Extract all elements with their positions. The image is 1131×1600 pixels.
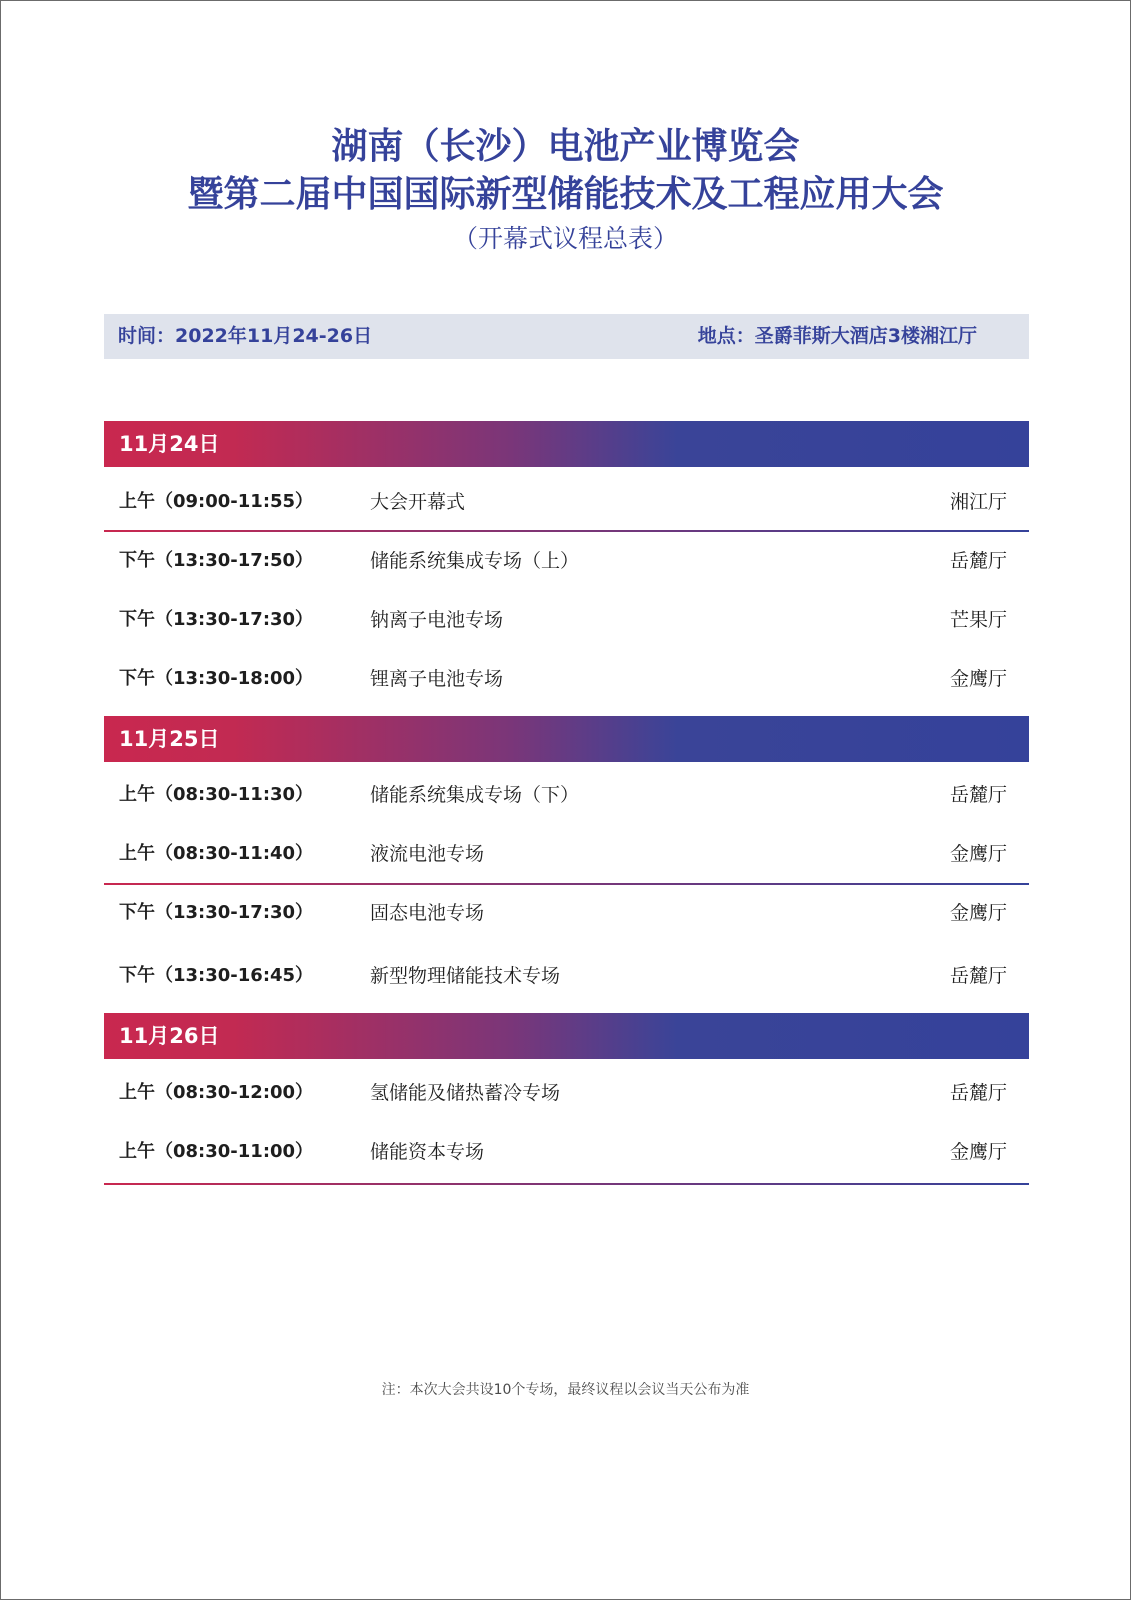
session-room: 岳麓厅 bbox=[949, 550, 1007, 572]
day-header-nov-26 bbox=[104, 1013, 1029, 1059]
session-name: 大会开幕式 bbox=[370, 491, 466, 513]
session-row bbox=[104, 775, 1029, 815]
session-row bbox=[104, 541, 1029, 581]
session-time: 下午（13:30-17:30） bbox=[119, 609, 314, 630]
session-room: 金鹰厅 bbox=[949, 668, 1007, 690]
day-header-nov-24 bbox=[104, 421, 1029, 467]
session-name: 氢储能及储热蓄冷专场 bbox=[370, 1082, 561, 1104]
subtitle: （开幕式议程总表） bbox=[452, 224, 678, 253]
session-time: 上午（08:30-12:00） bbox=[119, 1082, 314, 1103]
day-label: 11月24日 bbox=[119, 432, 220, 456]
session-room: 金鹰厅 bbox=[949, 1141, 1007, 1163]
session-name: 储能资本专场 bbox=[370, 1141, 485, 1163]
session-row bbox=[104, 482, 1029, 522]
row-divider bbox=[104, 883, 1029, 885]
session-room: 岳麓厅 bbox=[949, 965, 1007, 987]
session-time: 下午（13:30-18:00） bbox=[119, 668, 314, 689]
session-row bbox=[104, 659, 1029, 699]
session-name: 新型物理储能技术专场 bbox=[370, 965, 561, 987]
footnote: 注：本次大会共设10个专场，最终议程以会议当天公布为准 bbox=[381, 1382, 750, 1398]
session-row bbox=[104, 1073, 1029, 1113]
row-divider bbox=[104, 530, 1029, 532]
day-label: 11月25日 bbox=[119, 727, 220, 751]
session-row bbox=[104, 600, 1029, 640]
title-line-1: 湖南（长沙）电池产业博览会 bbox=[331, 126, 800, 167]
session-room: 岳麓厅 bbox=[949, 1082, 1007, 1104]
session-row bbox=[104, 893, 1029, 933]
session-row bbox=[104, 1132, 1029, 1172]
event-time: 时间：2022年11月24-26日 bbox=[118, 325, 373, 347]
session-name: 钠离子电池专场 bbox=[370, 609, 504, 631]
session-time: 下午（13:30-17:50） bbox=[119, 550, 314, 571]
session-name: 固态电池专场 bbox=[370, 902, 485, 924]
info-bar bbox=[104, 314, 1029, 359]
session-time: 下午（13:30-17:30） bbox=[119, 902, 314, 923]
session-row bbox=[104, 834, 1029, 874]
session-room: 湘江厅 bbox=[949, 491, 1007, 513]
session-time: 上午（08:30-11:30） bbox=[119, 784, 314, 805]
session-name: 液流电池专场 bbox=[370, 843, 485, 865]
session-name: 锂离子电池专场 bbox=[370, 668, 504, 690]
session-time: 上午（08:30-11:00） bbox=[119, 1141, 314, 1162]
session-time: 上午（08:30-11:40） bbox=[119, 843, 314, 864]
session-time: 上午（09:00-11:55） bbox=[119, 491, 314, 512]
session-room: 芒果厅 bbox=[949, 609, 1007, 631]
session-name: 储能系统集成专场（下） bbox=[370, 784, 580, 806]
event-place: 地点：圣爵菲斯大酒店3楼湘江厅 bbox=[697, 325, 977, 347]
session-room: 金鹰厅 bbox=[949, 902, 1007, 924]
session-time: 下午（13:30-16:45） bbox=[119, 965, 314, 986]
session-name: 储能系统集成专场（上） bbox=[370, 550, 580, 572]
day-label: 11月26日 bbox=[119, 1024, 220, 1048]
day-header-nov-25 bbox=[104, 716, 1029, 762]
row-divider bbox=[104, 1183, 1029, 1185]
session-room: 岳麓厅 bbox=[949, 784, 1007, 806]
session-room: 金鹰厅 bbox=[949, 843, 1007, 865]
title-line-2: 暨第二届中国国际新型储能技术及工程应用大会 bbox=[187, 174, 944, 215]
session-row bbox=[104, 956, 1029, 996]
